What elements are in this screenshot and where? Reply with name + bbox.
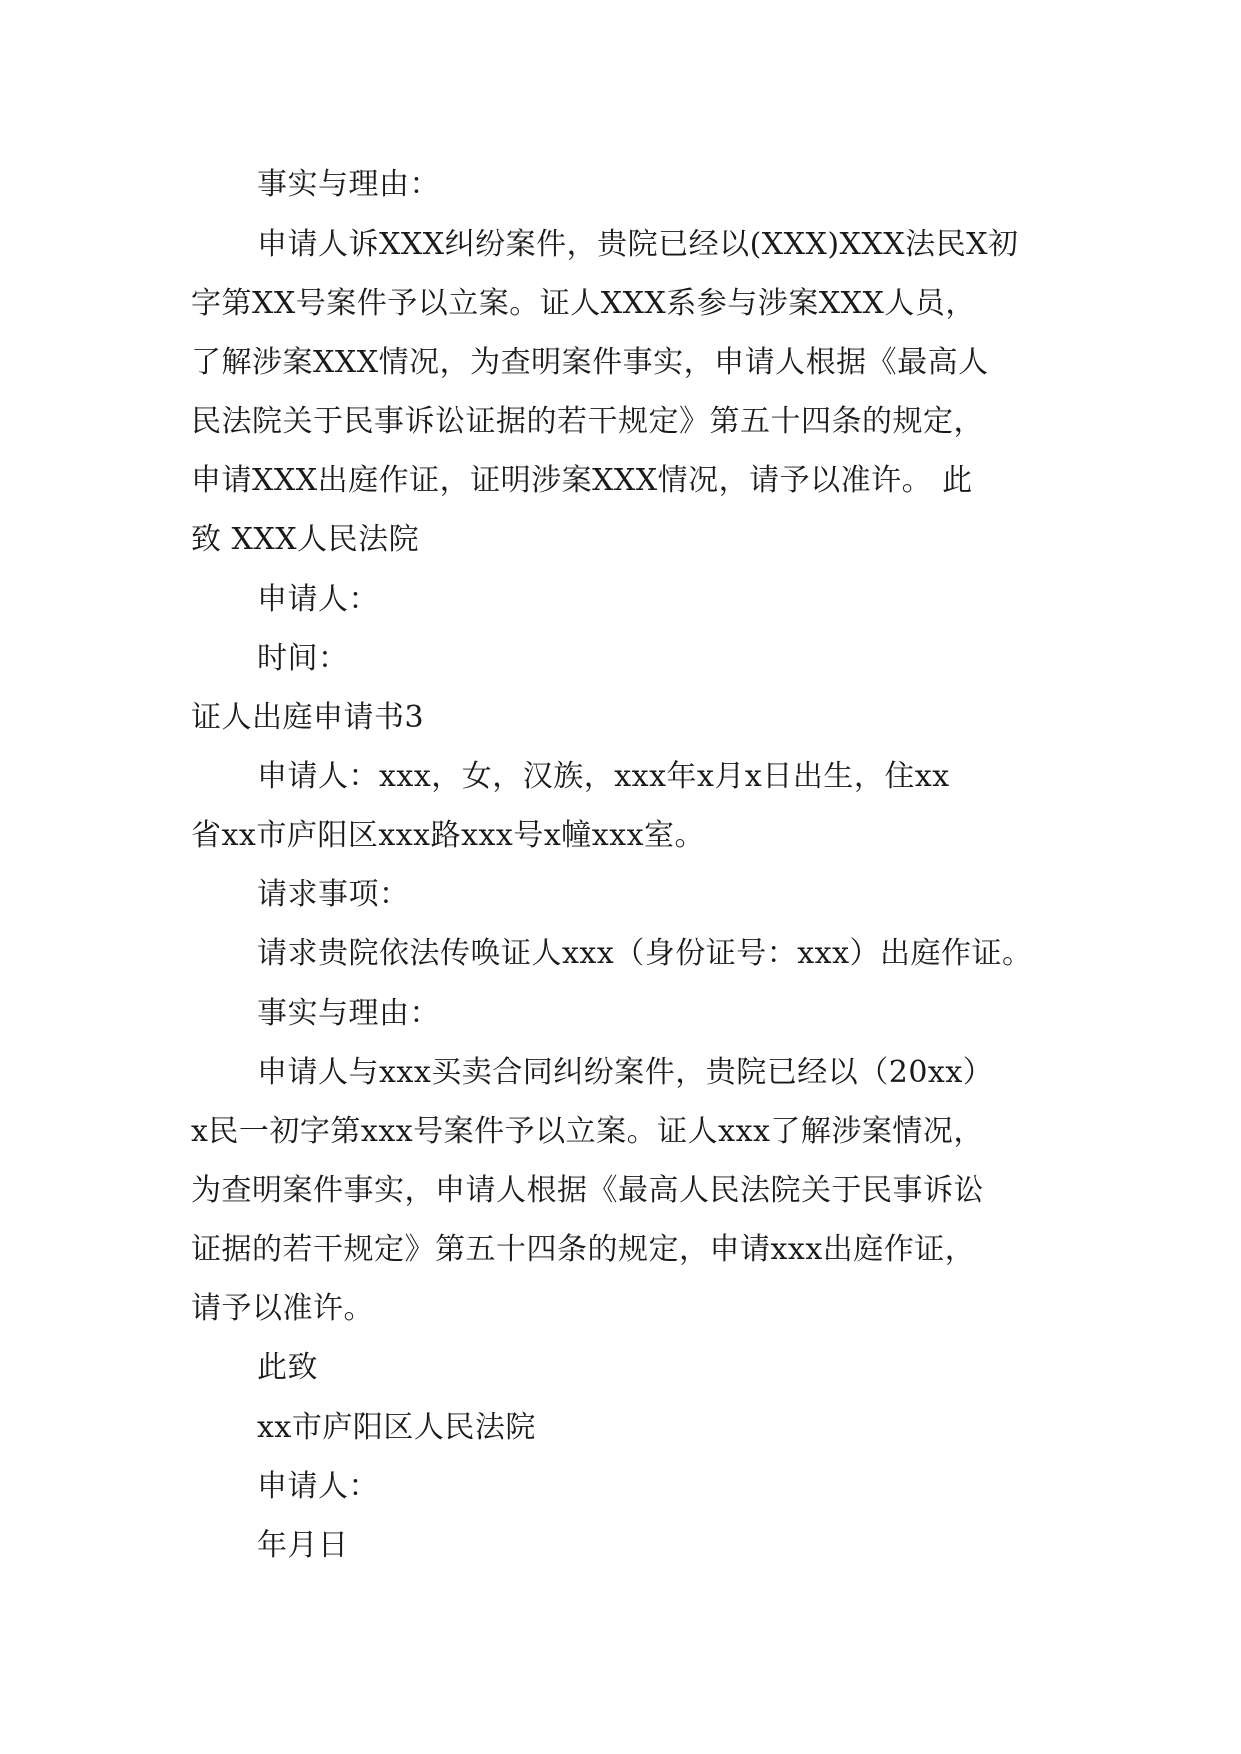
paragraph-line: 申请人：xxx，女，汉族，xxx年x月x日出生，住xx — [257, 759, 950, 794]
paragraph-line: 请求贵院依法传唤证人xxx（身份证号：xxx）出庭作证。 — [257, 936, 1033, 971]
paragraph-line: 证据的若干规定》第五十四条的规定，申请xxx出庭作证， — [191, 1232, 976, 1267]
section-title: 证人出庭申请书3 — [191, 700, 425, 735]
paragraph-line: 申请XXX出庭作证，证明涉案XXX情况，请予以准许。 此 — [191, 463, 973, 498]
paragraph-line: 为查明案件事实，申请人根据《最高人民法院关于民事诉讼 — [191, 1173, 984, 1208]
recipient-court: xx市庐阳区人民法院 — [257, 1410, 536, 1445]
paragraph-line: 字第XX号案件予以立案。证人XXX系参与涉案XXX人员， — [191, 286, 976, 321]
applicant-label: 申请人： — [257, 1469, 379, 1504]
paragraph-line: 民法院关于民事诉讼证据的若干规定》第五十四条的规定， — [191, 404, 984, 439]
date-label: 时间： — [257, 641, 349, 676]
paragraph-line: 省xx市庐阳区xxx路xxx号x幢xxx室。 — [191, 818, 706, 853]
salutation: 此致 — [257, 1350, 318, 1385]
paragraph-line: 申请人与xxx买卖合同纠纷案件，贵院已经以（20xx） — [257, 1055, 994, 1090]
heading-facts-and-reasons: 事实与理由： — [257, 996, 440, 1031]
paragraph-line: 请予以准许。 — [191, 1291, 374, 1326]
heading-request-items: 请求事项： — [257, 877, 410, 912]
paragraph-line: 申请人诉XXX纠纷案件，贵院已经以(XXX)XXX法民X初 — [257, 227, 1019, 262]
paragraph-line: 致 XXX人民法院 — [191, 522, 420, 557]
date-label: 年月日 — [257, 1528, 349, 1563]
heading-facts-and-reasons: 事实与理由： — [257, 167, 440, 202]
applicant-label: 申请人： — [257, 582, 379, 617]
paragraph-line: x民一初字第xxx号案件予以立案。证人xxx了解涉案情况， — [191, 1114, 984, 1149]
paragraph-line: 了解涉案XXX情况，为查明案件事实，申请人根据《最高人 — [191, 345, 989, 380]
